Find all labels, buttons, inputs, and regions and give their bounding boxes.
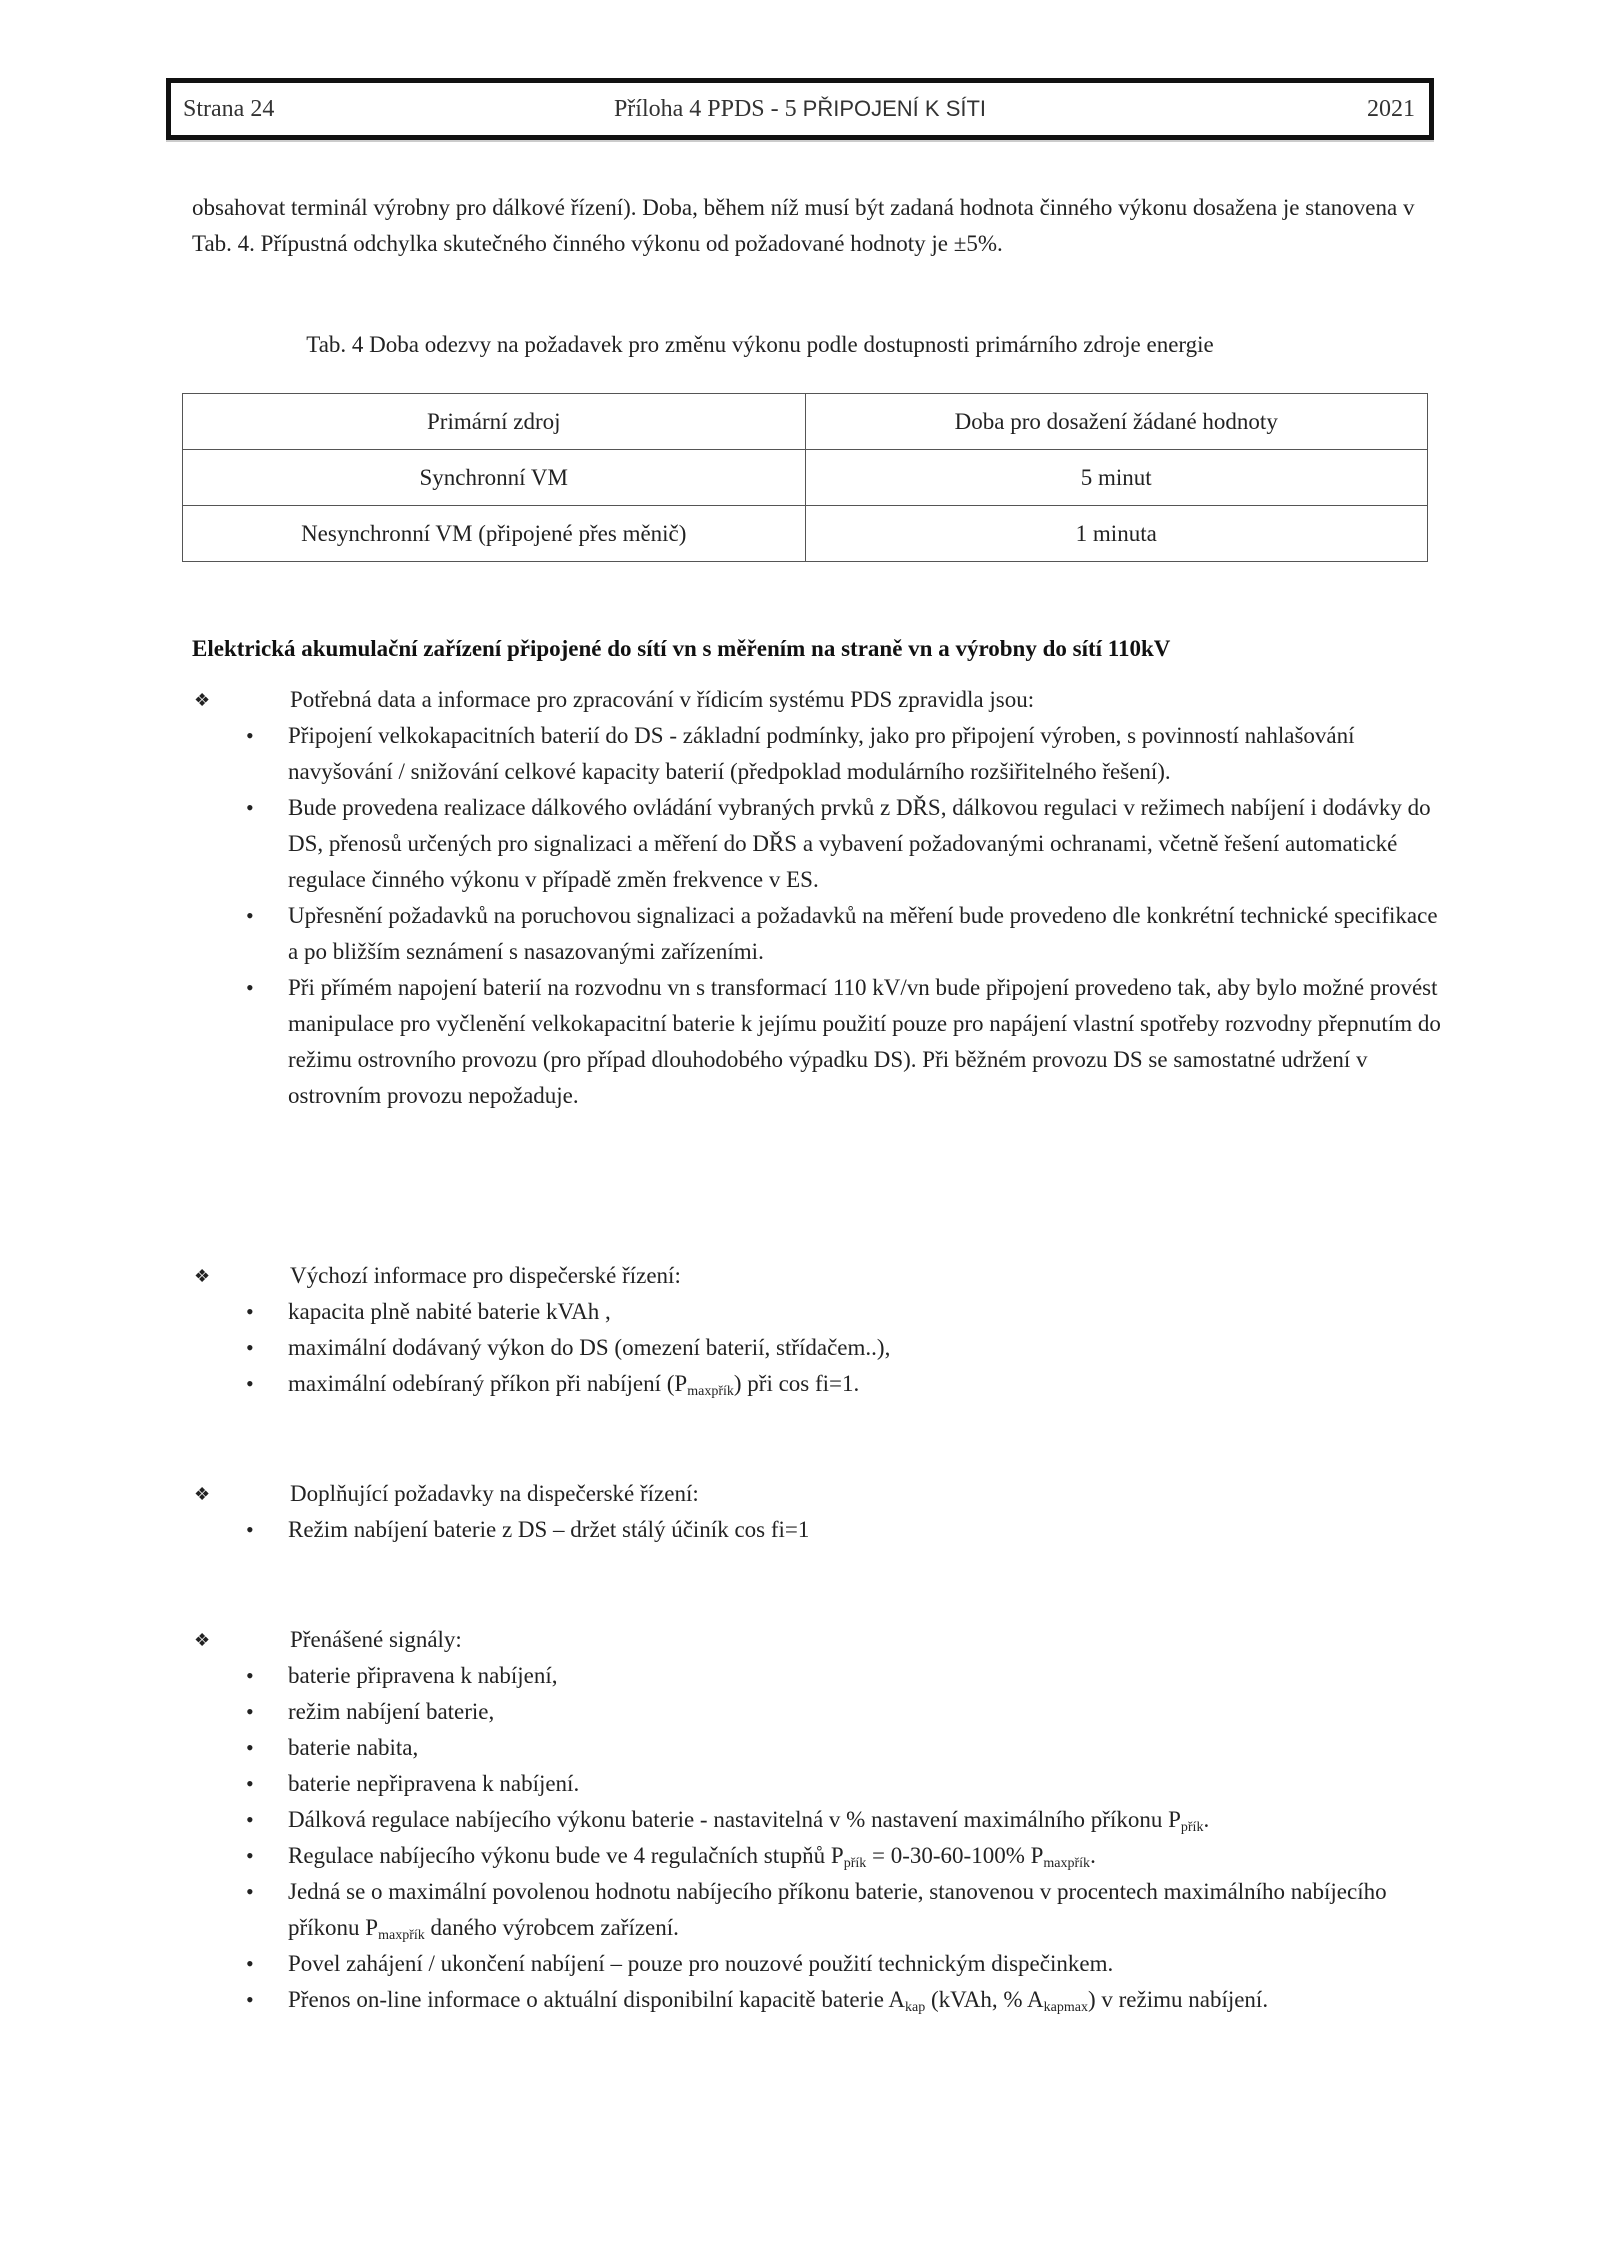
list-item (192, 1366, 1442, 1402)
list-item-text: Režim nabíjení baterie z DS – držet stálý účiník cos fi=1 (288, 1517, 810, 1542)
list-item-text: Jedná se o maximální povolenou hodnotu nabíjecího příkonu baterie, stanovenou v procentech maximálního nabíjecího příkonu $P_{maxpřík}$ daného výrobcem zařízení. (288, 1879, 1387, 1943)
bullet-dot-icon: • (246, 1371, 254, 1396)
table-cell: Synchronní VM (183, 450, 806, 506)
group-lead-text: Výchozí informace pro dispečerské řízení: (290, 1263, 681, 1288)
four-diamond-icon: ❖ (194, 1484, 211, 1504)
list-item-text: režim nabíjení baterie, (288, 1699, 495, 1724)
list-item (192, 1802, 1442, 1838)
table-header-cell: Primární zdroj (183, 394, 806, 450)
bullet-list (192, 718, 1442, 1114)
table-header-cell: Doba pro dosažení žádané hodnoty (805, 394, 1428, 450)
list-item (192, 1294, 1442, 1330)
four-diamond-icon: ❖ (194, 1630, 211, 1650)
list-item (192, 1694, 1442, 1730)
list-item (192, 1766, 1442, 1802)
bullet-dot-icon: • (246, 723, 254, 748)
list-item-text: Bude provedena realizace dálkového ovládání vybraných prvků z DŘS, dálkovou regulaci v režimech nabíjení i dodávky do DS, přenosů určených pro signalizaci a měření do DŘS a vybavení požadovanými ochranami, včetně řešení automatické regulace činného výkonu v případě změn frekvence v ES. (288, 795, 1431, 892)
list-item-text: baterie nepřipravena k nabíjení. (288, 1771, 580, 1796)
list-item (192, 718, 1442, 790)
table-header-row (183, 394, 1428, 450)
bullet-dot-icon: • (246, 1879, 254, 1904)
group-lead-text: Přenášené signály: (290, 1627, 462, 1652)
list-item (192, 1658, 1442, 1694)
group-lead (192, 1258, 1442, 1294)
group-lead-text: Potřebná data a informace pro zpracování v řídicím systému PDS zpravidla jsou: (290, 687, 1035, 712)
response-time-table (182, 393, 1428, 562)
bullet-dot-icon: • (246, 1987, 254, 2012)
four-diamond-icon: ❖ (194, 690, 211, 710)
table-cell: Nesynchronní VM (připojené přes měnič) (183, 506, 806, 562)
list-item-text: Regulace nabíjecího výkonu bude ve 4 regulačních stupňů $P_{přík} = 0-30-60-100\%$ $P_{maxpřík}$. (288, 1843, 1096, 1871)
bullet-dot-icon: • (246, 1663, 254, 1688)
section-heading: Elektrická akumulační zařízení připojené do sítí vn s měřením na straně vn a výrobny do sítí 110kV (192, 636, 1171, 661)
bullet-dot-icon: • (246, 1843, 254, 1868)
bullet-dot-icon: • (246, 903, 254, 928)
list-item-text: baterie připravena k nabíjení, (288, 1663, 558, 1688)
group-data-requirements (192, 682, 1442, 1114)
list-item-text: Upřesnění požadavků na poruchovou signalizaci a požadavků na měření bude provedeno dle konkrétní technické specifikace a po bližším seznámení s nasazovanými zařízeními. (288, 903, 1438, 964)
group-lead-text: Doplňující požadavky na dispečerské řízení: (290, 1481, 699, 1506)
bullet-dot-icon: • (246, 795, 254, 820)
bullet-dot-icon: • (246, 1735, 254, 1760)
group-lead (192, 682, 1442, 718)
bullet-dot-icon: • (246, 1771, 254, 1796)
document-title (171, 96, 1429, 123)
bullet-dot-icon: • (246, 1517, 254, 1542)
list-item (192, 1838, 1442, 1874)
bullet-list (192, 1512, 1442, 1548)
group-additional-requirements (192, 1476, 1442, 1548)
list-item-text: baterie nabita, (288, 1735, 419, 1760)
list-item (192, 898, 1442, 970)
list-item (192, 1946, 1442, 1982)
list-item-text: Povel zahájení / ukončení nabíjení – pouze pro nouzové použití technickým dispečinkem. (288, 1951, 1114, 1976)
list-item (192, 1874, 1442, 1946)
intro-paragraph: obsahovat terminál výrobny pro dálkové řízení). Doba, během níž musí být zadaná hodnota činného výkonu dosažena je stanovena v Tab. 4. Přípustná odchylka skutečného činného výkonu od požadované hodnoty je ±5%. (192, 195, 1415, 256)
table-cell: 1 minuta (805, 506, 1428, 562)
bullet-dot-icon: • (246, 1699, 254, 1724)
list-item (192, 1330, 1442, 1366)
four-diamond-icon: ❖ (194, 1266, 211, 1286)
document-year: 2021 (1367, 95, 1415, 122)
table-row (183, 506, 1428, 562)
bullet-dot-icon: • (246, 1299, 254, 1324)
bullet-list (192, 1658, 1442, 2018)
list-item (192, 790, 1442, 898)
group-lead (192, 1622, 1442, 1658)
table-cell: 5 minut (805, 450, 1428, 506)
page-number: Strana 24 (183, 95, 275, 122)
bullet-dot-icon: • (246, 1807, 254, 1832)
bullet-list (192, 1294, 1442, 1402)
list-item (192, 1512, 1442, 1548)
list-item (192, 1730, 1442, 1766)
document-title-main: Příloha 4 PPDS - 5 (613, 95, 803, 122)
list-item (192, 1982, 1442, 2018)
bullet-dot-icon: • (246, 1335, 254, 1360)
page-header (166, 78, 1434, 140)
bullet-dot-icon: • (246, 1951, 254, 1976)
table-row (183, 450, 1428, 506)
group-transmitted-signals (192, 1622, 1442, 2018)
document-title-chapter: PŘIPOJENÍ K SÍTI (802, 95, 987, 121)
list-item (192, 970, 1442, 1114)
list-item-text: Přenos on-line informace o aktuální disponibilní kapacitě baterie $A_{kap}$ (kVAh, % $A_{kapmax}$) v režimu nabíjení. (288, 1987, 1269, 2015)
list-item-text: maximální dodávaný výkon do DS (omezení baterií, střídačem..), (288, 1335, 891, 1360)
list-item-text: Při přímém napojení baterií na rozvodnu vn s transformací 110 kV/vn bude připojení provedeno tak, aby bylo možné provést manipulace pro vyčlenění velkokapacitní baterie k jejímu použití pouze pro napájení vlastní spotřeby rozvodny přepnutím do režimu ostrovního provozu (pro případ dlouhodobého výpadku DS). Při běžném provozu DS se samostatné udržení v ostrovním provozu nepožaduje. (288, 975, 1441, 1108)
group-lead (192, 1476, 1442, 1512)
list-item-text: kapacita plně nabité baterie kVAh , (288, 1299, 611, 1324)
bullet-dot-icon: • (246, 975, 254, 1000)
list-item-text: maximální odebíraný příkon při nabíjení $(P_{maxpřík})$ při cos fi=1. (288, 1371, 860, 1399)
list-item-text: Dálková regulace nabíjecího výkonu baterie - nastavitelná v % nastavení maximálního příkonu $P_{přík}$. (288, 1807, 1210, 1835)
group-dispatch-info (192, 1258, 1442, 1402)
list-item-text: Připojení velkokapacitních baterií do DS - základní podmínky, jako pro připojení výroben, s povinností nahlašování navyšování / snižování celkové kapacity baterií (předpoklad modulárního rozšiřitelného řešení). (288, 723, 1355, 784)
table-caption: Tab. 4 Doba odezvy na požadavek pro změnu výkonu podle dostupnosti primárního zdroje energie (306, 332, 1214, 357)
